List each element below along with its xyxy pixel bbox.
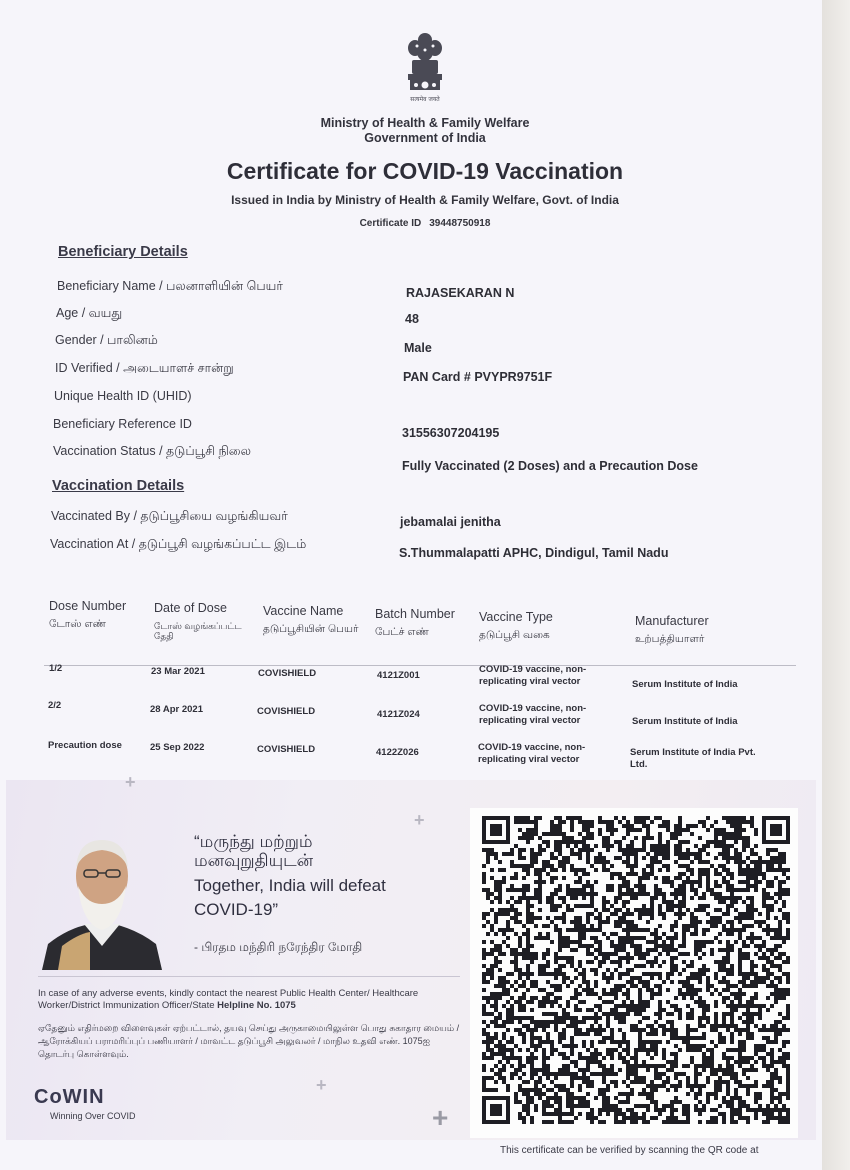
- cell-vaccine-name: COVISHIELD: [257, 706, 316, 717]
- cell-date: 25 Sep 2022: [150, 742, 205, 753]
- plus-decoration-icon: +: [316, 1075, 327, 1095]
- issued-by: Issued in India by Ministry of Health & Family Welfare, Govt. of India: [231, 193, 619, 207]
- label-vaccinated-by: Vaccinated By / தடுப்பூசியை வழங்கியவர்: [51, 509, 288, 523]
- plus-decoration-icon: +: [414, 810, 425, 830]
- cell-date: 23 Mar 2021: [151, 666, 205, 677]
- value-age: 48: [405, 312, 419, 326]
- th-date-of-dose-ta: டோஸ் வழங்கப்பட்ட தேதி: [154, 621, 242, 641]
- qr-code-icon: [482, 816, 792, 1132]
- th-manufacturer-en: Manufacturer: [635, 614, 709, 628]
- label-beneficiary-name: Beneficiary Name / பலனாளியின் பெயர்: [57, 279, 283, 293]
- beneficiary-heading: Beneficiary Details: [58, 244, 188, 260]
- cell-batch: 4121Z024: [377, 709, 420, 720]
- cell-manufacturer: Serum Institute of India Pvt. Ltd.: [630, 747, 756, 770]
- th-date-of-dose: [154, 601, 254, 641]
- th-batch-number: [375, 607, 455, 638]
- cell-dose: 2/2: [48, 700, 62, 711]
- value-reference-id: 31556307204195: [402, 426, 500, 440]
- value-vaccinated-by: jebamalai jenitha: [400, 515, 501, 529]
- th-dose-number-en: Dose Number: [49, 599, 127, 613]
- ministry-name: Ministry of Health & Family Welfare: [320, 116, 530, 130]
- th-vaccine-type: [479, 610, 553, 641]
- th-vaccine-name: [263, 604, 358, 635]
- label-vaccination-at: Vaccination At / தடுப்பூசி வழங்கப்பட்ட இடம்: [50, 537, 307, 551]
- cowin-tagline: Winning Over COVID: [50, 1111, 136, 1121]
- certificate-id: [0, 218, 850, 229]
- label-reference-id: Beneficiary Reference ID: [53, 417, 192, 431]
- qr-code-panel: [470, 808, 798, 1138]
- label-vaccination-status: Vaccination Status / தடுப்பூசி நிலை: [53, 444, 252, 458]
- quote-english-line-1: Together, India will defeat: [194, 876, 386, 895]
- th-manufacturer-ta: உற்பத்தியாளர்: [635, 633, 705, 645]
- th-dose-number: [49, 599, 126, 630]
- cell-date: 28 Apr 2021: [150, 704, 203, 715]
- adverse-events-text: In case of any adverse events, kindly contact the nearest Public Health Center/ Healthcare Worker/District Immunization Officer/State: [38, 988, 419, 1011]
- cowin-logo: CoWIN: [34, 1086, 105, 1108]
- label-age: Age / வயது: [56, 306, 123, 320]
- label-id-verified: ID Verified / அடையாளச் சான்று: [55, 361, 234, 375]
- adverse-events-notice-tamil: ஏதேனும் எதிர்மறை விளைவுகள் ஏற்பட்டால், தயவு செய்து அருகாமையிலுள்ள பொது சுகாதார மையம் / ஆரோக்கியப் பராமரிப்புப் பணியாளர் / மாவட்ட தடுப்பூசி அலுவலர் / மாநில உதவி எண். 1075ஐ தொடர்பு கொள்ளவும்.: [38, 1023, 460, 1059]
- helpline-number: Helpline No. 1075: [217, 1000, 296, 1011]
- th-vaccine-name-ta: தடுப்பூசியின் பெயர்: [263, 623, 359, 635]
- value-vaccination-status: Fully Vaccinated (2 Doses) and a Precaution Dose: [402, 459, 698, 473]
- vaccination-heading: Vaccination Details: [52, 478, 185, 494]
- emblem-motto: सत्यमेव जयते: [410, 96, 440, 103]
- th-manufacturer: [635, 614, 709, 645]
- cell-dose: Precaution dose: [48, 740, 122, 751]
- quote-tamil-line-2: மனவுறுதியுடன்: [194, 851, 314, 870]
- pm-quote: [194, 830, 386, 921]
- quote-tamil-line-1: “மருந்து மற்றும்: [194, 832, 313, 851]
- banner-divider: [38, 976, 460, 977]
- prime-minister-portrait: [38, 828, 166, 970]
- government-name: Government of India: [364, 131, 486, 145]
- page-title: Certificate for COVID-19 Vaccination: [226, 158, 624, 184]
- certificate-id-value: 39448750918: [429, 218, 491, 229]
- cell-vaccine-type: COVID-19 vaccine, non-replicating viral vector: [478, 742, 586, 765]
- cell-vaccine-name: COVISHIELD: [258, 668, 317, 679]
- th-dose-number-ta: டோஸ் எண்: [49, 618, 107, 630]
- cell-vaccine-name: COVISHIELD: [257, 744, 316, 755]
- plus-decoration-icon: +: [125, 772, 136, 792]
- national-emblem-icon: [402, 30, 448, 106]
- cell-vaccine-type: COVID-19 vaccine, non-replicating viral vector: [479, 664, 587, 687]
- value-vaccination-at: S.Thummalapatti APHC, Dindigul, Tamil Nadu: [399, 546, 669, 560]
- value-beneficiary-name: RAJASEKARAN N: [406, 286, 515, 300]
- plus-decoration-icon: +: [432, 1102, 449, 1133]
- cell-manufacturer: Serum Institute of India: [632, 716, 738, 727]
- th-vaccine-name-en: Vaccine Name: [263, 604, 344, 618]
- label-uhid: Unique Health ID (UHID): [54, 389, 192, 403]
- label-gender: Gender / பாலினம்: [55, 333, 158, 347]
- th-date-of-dose-en: Date of Dose: [154, 601, 227, 615]
- cell-manufacturer: Serum Institute of India: [632, 679, 738, 690]
- quote-attribution: - பிரதம மந்திரி நரேந்திர மோதி: [194, 940, 363, 954]
- th-vaccine-type-ta: தடுப்பூசி வகை: [479, 629, 550, 641]
- th-batch-number-en: Batch Number: [375, 607, 455, 621]
- adverse-events-notice: [38, 988, 468, 1012]
- ministry-block: [0, 116, 850, 146]
- value-id-verified: PAN Card # PVYPR9751F: [403, 370, 553, 384]
- th-vaccine-type-en: Vaccine Type: [479, 610, 553, 624]
- cell-batch: 4121Z001: [377, 670, 420, 681]
- verify-note: This certificate can be verified by scanning the QR code at: [500, 1145, 759, 1156]
- quote-english-line-2: COVID-19”: [194, 900, 279, 919]
- cell-batch: 4122Z026: [376, 747, 419, 758]
- value-gender: Male: [404, 341, 432, 355]
- cell-vaccine-type: COVID-19 vaccine, non-replicating viral vector: [479, 703, 587, 726]
- certificate-id-label: Certificate ID: [359, 218, 422, 229]
- th-batch-number-ta: பேட்ச் எண்: [375, 626, 429, 638]
- cell-dose: 1/2: [49, 663, 63, 674]
